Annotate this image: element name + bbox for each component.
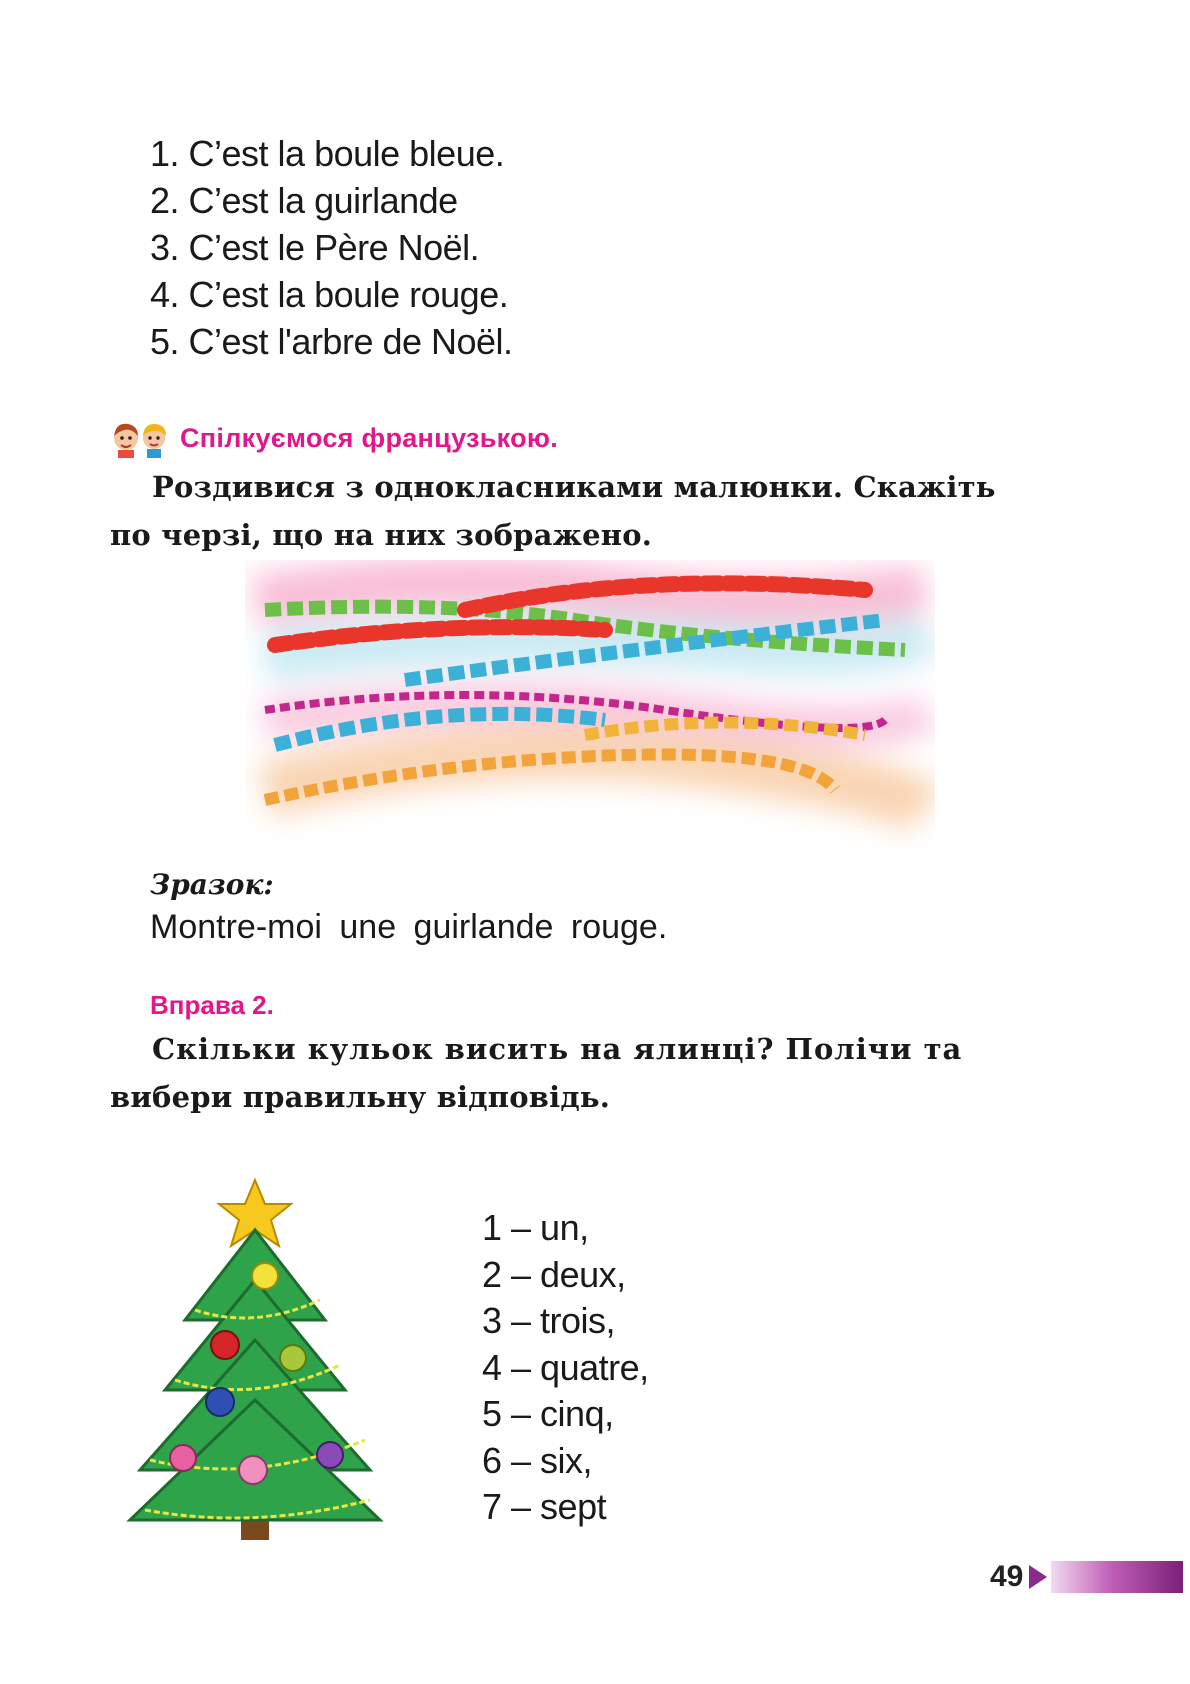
- instruction-line: вибери правильну відповідь.: [110, 1080, 611, 1114]
- sample-label: Зразок:: [150, 868, 274, 901]
- christmas-tree-illustration: [125, 1170, 425, 1550]
- sentence-item: 3. C’est le Père Noël.: [150, 227, 480, 268]
- sentence-list: [150, 130, 513, 365]
- exercise-title: Вправа 2.: [150, 990, 274, 1020]
- number-item: 5 – cinq,: [482, 1393, 614, 1434]
- garlands-illustration: [245, 560, 935, 850]
- footer-bar: [1051, 1561, 1183, 1593]
- communicate-heading: [110, 418, 558, 458]
- sample-text: Montre-moi une guirlande rouge.: [150, 908, 668, 946]
- instruction-line: Роздивися з однокласниками малюнки. Скажіть: [152, 470, 996, 504]
- communicate-instruction: [110, 463, 1070, 559]
- instruction-line: по черзі, що на них зображено.: [110, 518, 653, 552]
- page-arrow-icon: [1029, 1565, 1047, 1589]
- number-item: 3 – trois,: [482, 1300, 616, 1341]
- number-list: [482, 1205, 649, 1531]
- page-number: 49: [990, 1560, 1024, 1593]
- sentence-item: 2. C’est la guirlande: [150, 180, 458, 221]
- number-item: 7 – sept: [482, 1486, 607, 1527]
- sentence-item: 4. C’est la boule rouge.: [150, 274, 509, 315]
- children-talking-icon: [110, 418, 170, 458]
- sentence-item: 1. C’est la boule bleue.: [150, 133, 505, 174]
- number-item: 4 – quatre,: [482, 1346, 649, 1388]
- instruction-line: Скільки кульок висить на ялинці? Полічи та: [152, 1032, 963, 1066]
- number-item: 1 – un,: [482, 1207, 589, 1248]
- number-item: 6 – six,: [482, 1439, 593, 1481]
- number-item: 2 – deux,: [482, 1253, 626, 1295]
- sentence-item: 5. C’est l'arbre de Noël.: [150, 321, 513, 362]
- exercise-instruction: [110, 1025, 1070, 1121]
- communicate-title: Спілкуємося французькою.: [180, 422, 559, 453]
- page-footer: [990, 1560, 1183, 1594]
